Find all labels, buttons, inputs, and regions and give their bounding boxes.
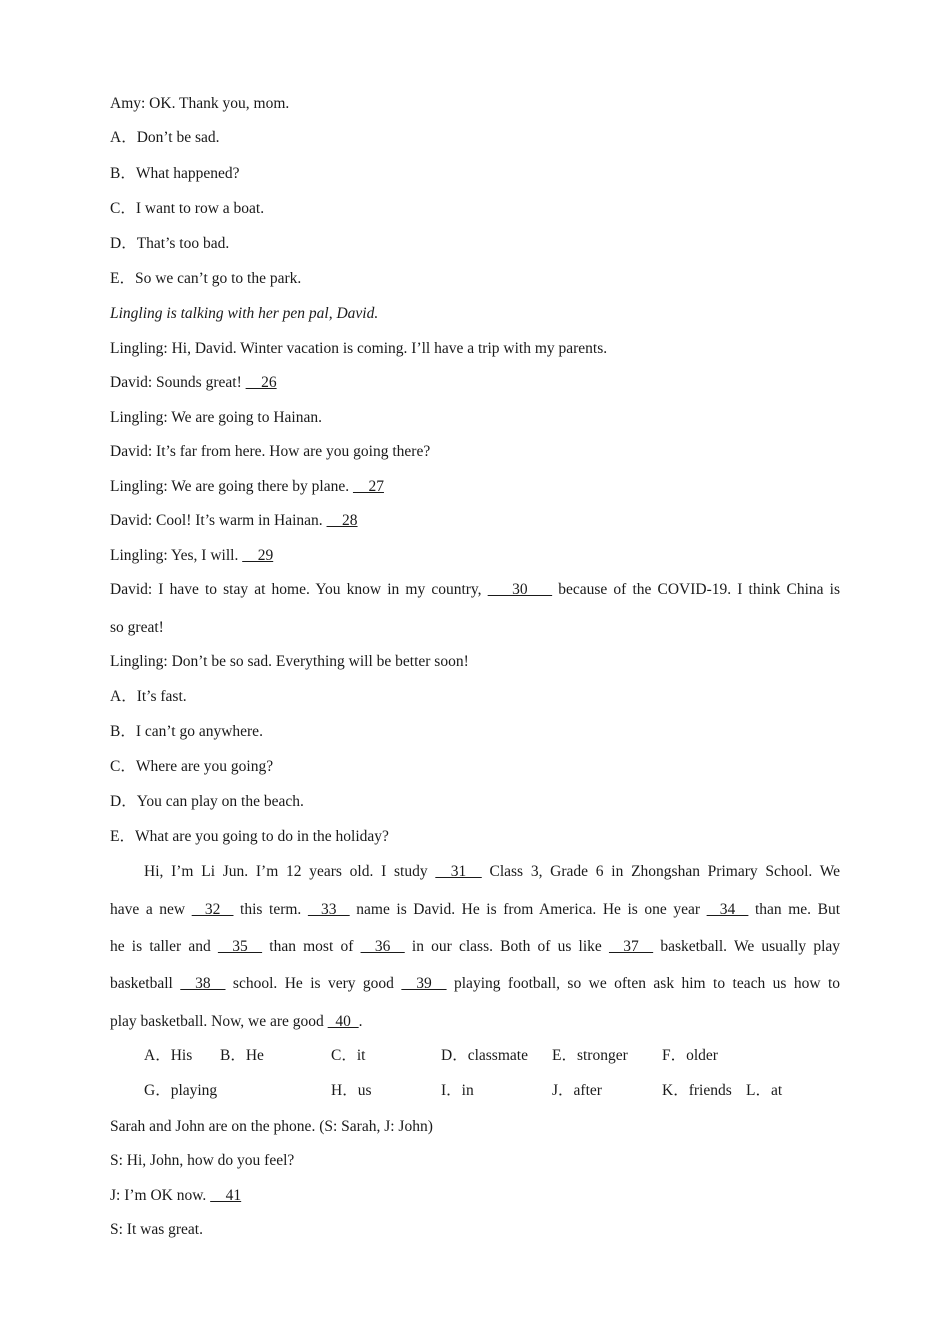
passage-line: basketball 38 school. He is very good 39 playing football, so we often ask him to teach us how to [110, 975, 841, 992]
blank-37: 37 [608, 938, 654, 955]
blank-34: 34 [706, 901, 749, 918]
blank-32: 32 [191, 901, 234, 918]
blank-41: 41 [210, 1187, 242, 1204]
option-a: A．Don’t be sad. [110, 129, 220, 146]
word-option: B．He [220, 1047, 264, 1064]
option-e: E．So we can’t go to the park. [110, 270, 302, 287]
dialogue-line: David: Cool! It’s warm in Hainan. 28 [110, 512, 358, 529]
section-intro: Lingling is talking with her pen pal, David. [110, 305, 379, 322]
passage-line: have a new 32 this term. 33 name is David. He is from America. He is one year 34 than me. But [110, 901, 841, 918]
blank-33: 33 [307, 901, 350, 918]
dialogue-line: David: Sounds great! 26 [110, 374, 277, 391]
word-option: I．in [441, 1082, 474, 1099]
dialogue-line: Lingling: We are going there by plane. 27 [110, 478, 384, 495]
dialogue-line: S: It was great. [110, 1221, 203, 1238]
word-option: A．His [144, 1047, 193, 1064]
dialogue-line: Lingling: Hi, David. Winter vacation is coming. I’ll have a trip with my parents. [110, 340, 608, 357]
option-d: D．You can play on the beach. [110, 793, 304, 810]
blank-28: 28 [326, 512, 358, 529]
dialogue-line: Lingling: Yes, I will. 29 [110, 547, 274, 564]
blank-40: 40 [327, 1013, 359, 1030]
dialogue-line: Lingling: We are going to Hainan. [110, 409, 322, 426]
passage-line: play basketball. Now, we are good 40 . [110, 1013, 363, 1030]
blank-38: 38 [180, 975, 226, 992]
dialogue-line: Amy: OK. Thank you, mom. [110, 95, 290, 112]
option-a: A．It’s fast. [110, 688, 187, 705]
blank-36: 36 [360, 938, 405, 955]
word-option: F．older [662, 1047, 718, 1064]
word-option: K．friends [662, 1082, 732, 1099]
passage-line: Hi, I’m Li Jun. I’m 12 years old. I study 31 Class 3, Grade 6 in Zhongshan Primary School. We [144, 863, 841, 880]
word-option: J．after [552, 1082, 602, 1099]
dialogue-line: S: Hi, John, how do you feel? [110, 1152, 295, 1169]
word-option: E．stronger [552, 1047, 628, 1064]
option-d: D．That’s too bad. [110, 235, 230, 252]
dialogue-line: David: It’s far from here. How are you going there? [110, 443, 431, 460]
blank-31: 31 [435, 863, 482, 880]
blank-30: 30 [487, 581, 553, 598]
blank-39: 39 [401, 975, 447, 992]
blank-35: 35 [217, 938, 263, 955]
word-option: D．classmate [441, 1047, 528, 1064]
section-intro: Sarah and John are on the phone. (S: Sarah, J: John) [110, 1118, 433, 1135]
option-b: B．What happened? [110, 165, 240, 182]
option-b: B．I can’t go anywhere. [110, 723, 263, 740]
blank-26: 26 [245, 374, 277, 391]
option-c: C．Where are you going? [110, 758, 274, 775]
dialogue-line: so great! [110, 619, 164, 636]
word-option: H．us [331, 1082, 372, 1099]
option-c: C．I want to row a boat. [110, 200, 265, 217]
passage-line: he is taller and 35 than most of 36 in our class. Both of us like 37 basketball. We usually play [110, 938, 841, 955]
word-option: G．playing [144, 1082, 218, 1099]
blank-29: 29 [242, 547, 274, 564]
dialogue-line: David: I have to stay at home. You know in my country, 30 because of the COVID-19. I think China is [110, 581, 841, 598]
dialogue-line: J: I’m OK now. 41 [110, 1187, 242, 1204]
dialogue-line: Lingling: Don’t be so sad. Everything will be better soon! [110, 653, 469, 670]
word-option: L．at [746, 1082, 783, 1099]
blank-27: 27 [352, 478, 384, 495]
word-option: C．it [331, 1047, 366, 1064]
option-e: E．What are you going to do in the holiday? [110, 828, 389, 845]
